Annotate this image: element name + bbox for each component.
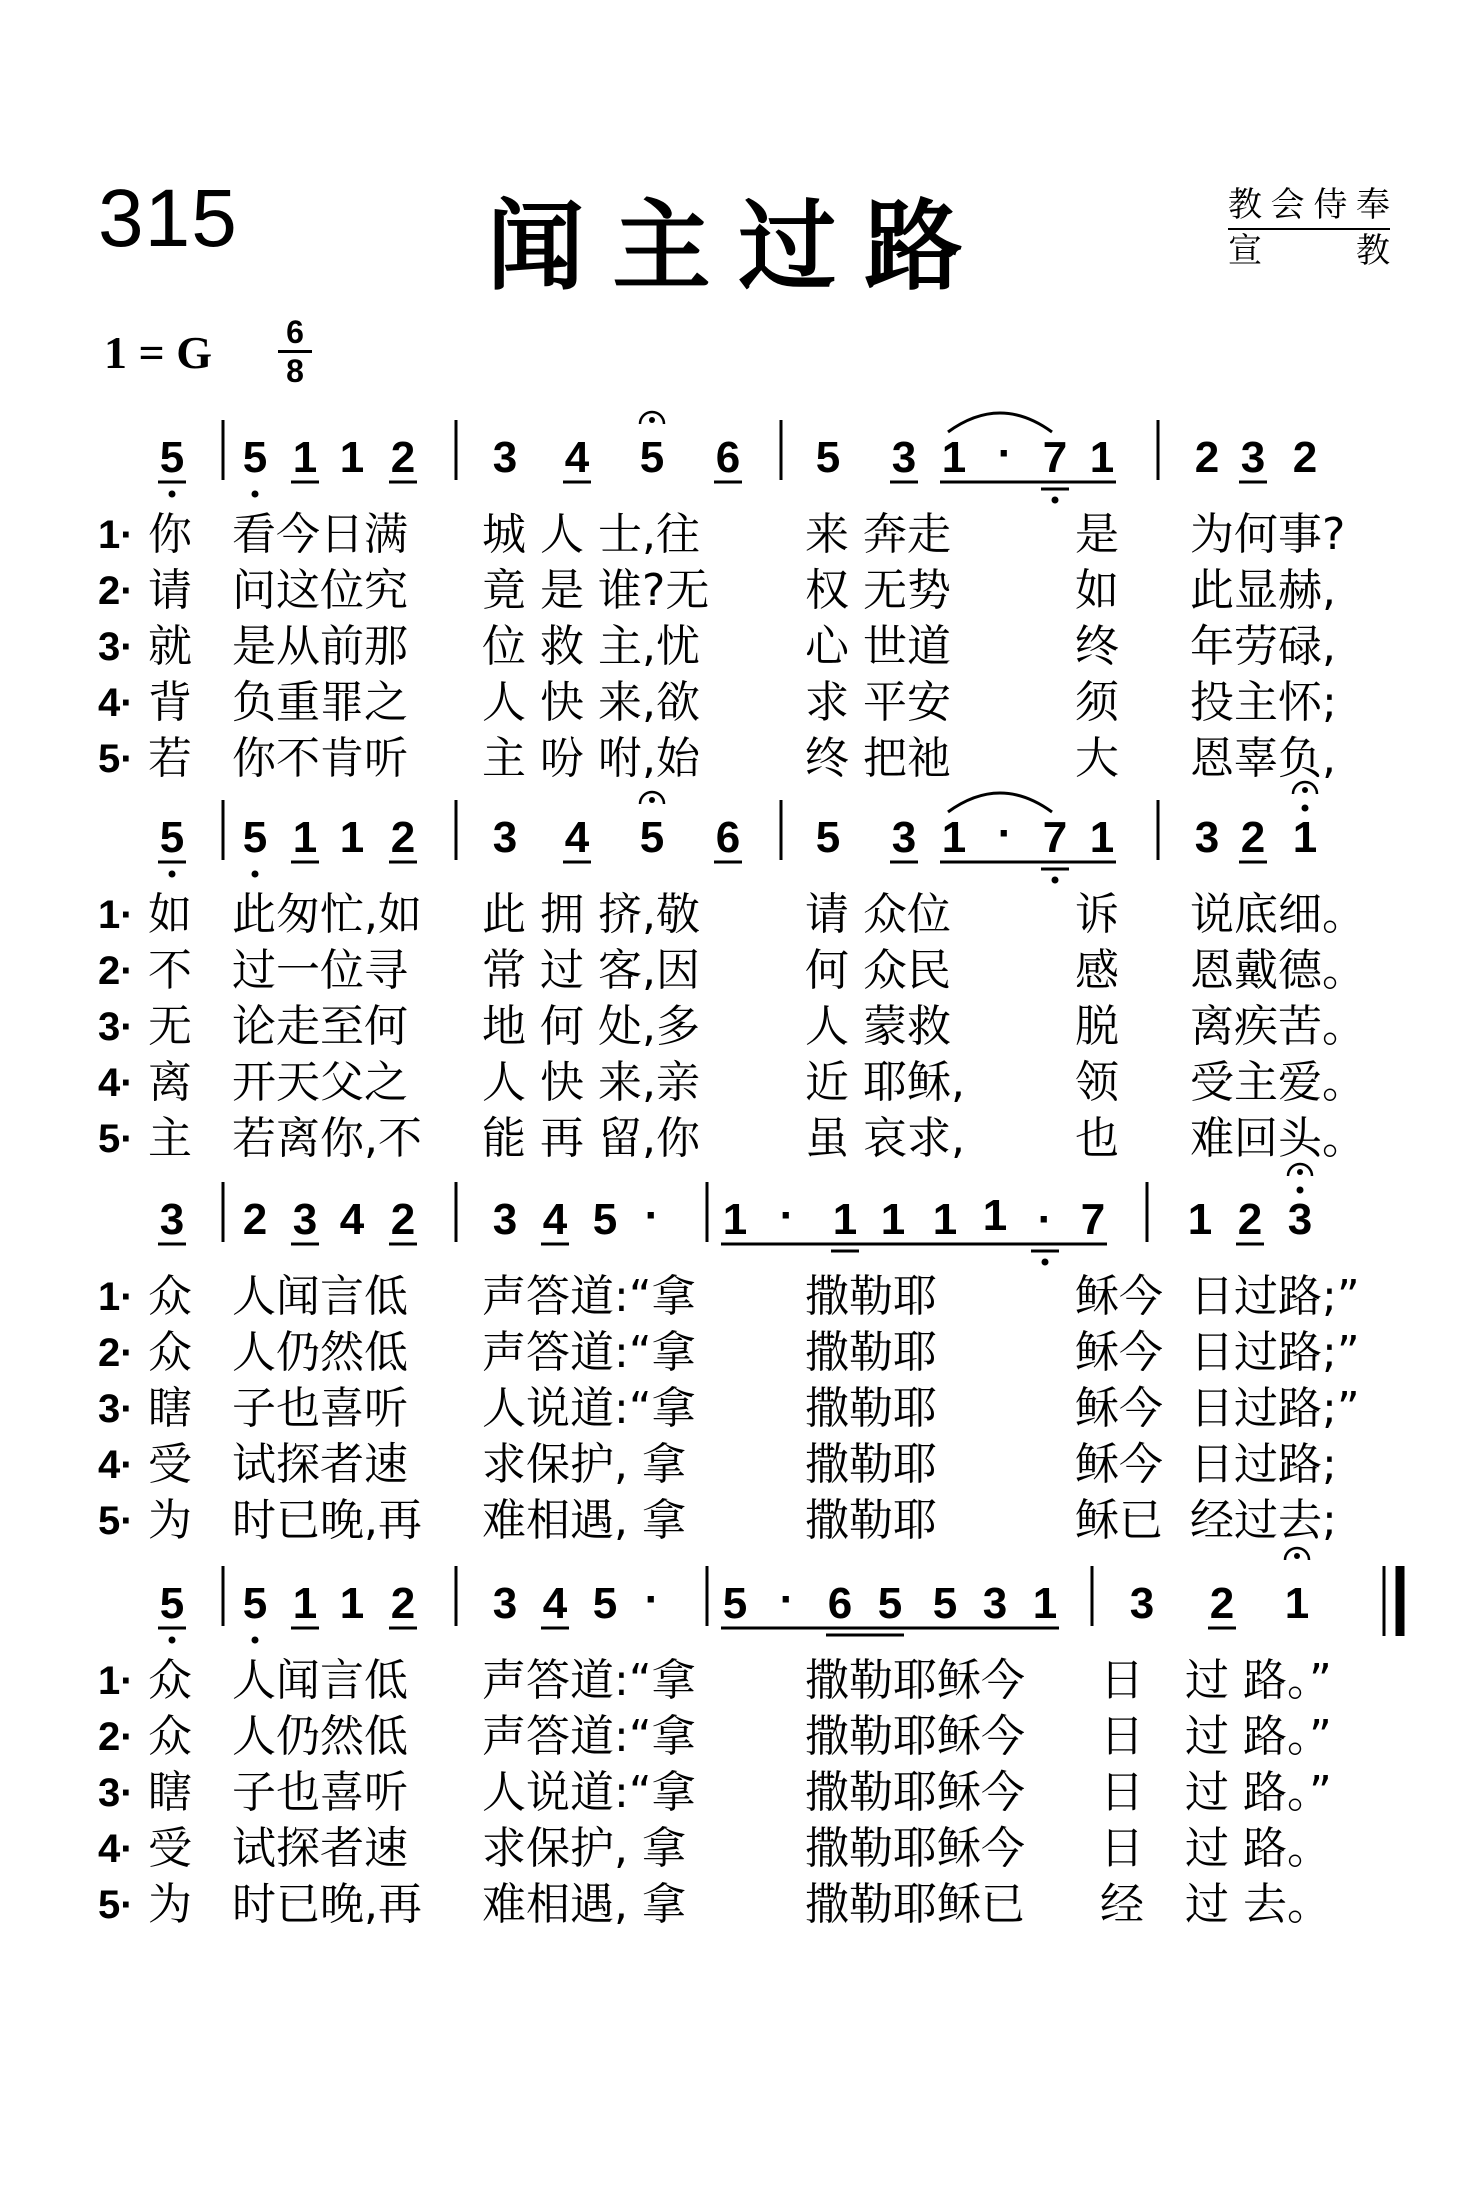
verse-number: 5·	[98, 737, 134, 781]
lyric-segment: 你	[148, 509, 192, 560]
note: 2	[390, 433, 416, 482]
lyric-segment: 声答道:“拿	[482, 1655, 696, 1706]
verse-number: 4·	[98, 1827, 134, 1871]
verse-number: 2·	[98, 1715, 134, 1759]
lyric-segment: 子也喜听	[232, 1383, 408, 1434]
lyric-segment: 不	[148, 945, 192, 996]
note: 4	[564, 433, 590, 482]
hymn-title: 闻主过路	[486, 190, 991, 304]
svg-text:3: 3	[159, 1195, 185, 1244]
lyric-segment: 诉	[1075, 889, 1119, 940]
svg-text:3: 3	[982, 1579, 1008, 1628]
lyric-segment: 日	[1100, 1767, 1144, 1818]
lyric-segment: 你不肯听	[232, 733, 408, 784]
svg-text:5: 5	[242, 1579, 268, 1628]
lyric-segment: 为	[148, 1495, 192, 1546]
svg-text:5: 5	[877, 1579, 903, 1628]
lyric-segment: 稣今	[1075, 1383, 1163, 1434]
svg-text:5: 5	[592, 1195, 618, 1244]
svg-text:3: 3	[292, 1195, 318, 1244]
note: 6	[715, 433, 741, 482]
time-signature-bottom: 8	[286, 353, 304, 389]
lyric-segment: 日过路;	[1190, 1439, 1337, 1490]
svg-text:5: 5	[592, 1579, 618, 1628]
lyric-segment: 恩辜负,	[1190, 733, 1336, 784]
lyric-segment: 撒勒耶	[805, 1495, 937, 1546]
verse-number: 2·	[98, 949, 134, 993]
lyric-segment: 撒勒耶稣今	[805, 1823, 1025, 1874]
lyric-segment: 人仍然低	[232, 1711, 408, 1762]
lyric-segment: 受	[148, 1439, 192, 1490]
lyric-segment: 稣今	[1075, 1327, 1163, 1378]
lyric-segment: 无	[148, 1001, 192, 1052]
lyric-segment: 试探者速	[232, 1823, 408, 1874]
lyric-segment: 难相遇, 拿	[482, 1879, 686, 1930]
lyric-segment: 难回头。	[1190, 1113, 1366, 1164]
svg-text:4: 4	[542, 1579, 568, 1628]
lyric-segment: 稣今	[1075, 1271, 1163, 1322]
verse-number: 4·	[98, 681, 134, 725]
lyric-segment: 受	[148, 1823, 192, 1874]
verse-number: 5·	[98, 1883, 134, 1927]
svg-text:2: 2	[390, 1579, 416, 1628]
lyric-segment: 过一位寻	[232, 945, 408, 996]
svg-text:1: 1	[1292, 813, 1318, 862]
svg-text:2: 2	[390, 813, 416, 862]
lyric-segment: 心 世道	[805, 621, 951, 672]
lyric-segment: 撒勒耶稣今	[805, 1767, 1025, 1818]
svg-text:5: 5	[242, 813, 268, 862]
lyric-segment: 看今日满	[232, 509, 408, 560]
lyric-segment: 稣今	[1075, 1439, 1163, 1490]
lyric-segment: 此匆忙,如	[232, 889, 422, 940]
lyric-segment: 主	[148, 1113, 192, 1164]
lyric-segment: 是	[1075, 509, 1119, 560]
lyric-segment: 投主怀;	[1190, 677, 1337, 728]
lyric-segment: 稣已	[1075, 1495, 1163, 1546]
lyric-segment: 撒勒耶	[805, 1383, 937, 1434]
svg-text:7: 7	[1080, 1195, 1106, 1244]
svg-text:3: 3	[1287, 1195, 1313, 1244]
svg-text:7: 7	[1042, 813, 1068, 862]
lyric-segment: 经过去;	[1190, 1495, 1337, 1546]
lyric-segment: 求 平安	[805, 677, 951, 728]
lyric-segment: 撒勒耶	[805, 1439, 937, 1490]
note: 7	[1042, 433, 1068, 482]
verse-number: 2·	[98, 1331, 134, 1375]
svg-text:·: ·	[644, 1575, 660, 1624]
verse-number: 1·	[98, 513, 134, 557]
svg-text:1: 1	[1032, 1579, 1058, 1628]
system-3-notes	[158, 1164, 1312, 1266]
lyric-segment: 撒勒耶稣今	[805, 1711, 1025, 1762]
verse-number: 4·	[98, 1061, 134, 1105]
svg-text:1: 1	[932, 1195, 958, 1244]
lyric-segment: 背	[148, 677, 192, 728]
lyric-segment: 试探者速	[232, 1439, 408, 1490]
lyric-segment: 过 路。”	[1185, 1711, 1332, 1762]
note: 2	[1194, 433, 1220, 482]
lyric-segment: 过 路。	[1185, 1823, 1331, 1874]
lyric-segment: 能 再 留,你	[482, 1113, 700, 1164]
lyric-segment: 若离你,不	[232, 1113, 422, 1164]
verse-number: 5·	[98, 1117, 134, 1161]
lyric-segment: 过 路。”	[1185, 1655, 1332, 1706]
lyric-segment: 日	[1100, 1823, 1144, 1874]
lyric-segment: 为何事?	[1190, 509, 1346, 560]
lyric-segment: 权 无势	[805, 565, 951, 616]
svg-text:5: 5	[932, 1579, 958, 1628]
lyric-segment: 子也喜听	[232, 1767, 408, 1818]
lyric-segment: 受主爱。	[1190, 1057, 1366, 1108]
svg-text:·: ·	[779, 1191, 795, 1240]
svg-text:2: 2	[1209, 1579, 1235, 1628]
category-line-1: 教会侍奉	[1228, 184, 1390, 230]
svg-text:1: 1	[339, 1579, 365, 1628]
system-2-notes	[158, 782, 1317, 884]
lyric-segment: 人 快 来,亲	[482, 1057, 700, 1108]
svg-text:6: 6	[715, 813, 741, 862]
svg-text:·: ·	[997, 809, 1013, 858]
lyric-segment: 终	[1075, 621, 1119, 672]
lyric-segment: 声答道:“拿	[482, 1327, 696, 1378]
lyric-segment: 感	[1075, 945, 1119, 996]
note: 5	[815, 433, 841, 482]
note: 3	[891, 433, 917, 482]
lyric-segment: 此显赫,	[1190, 565, 1336, 616]
lyric-segment: 论走至何	[232, 1001, 408, 1052]
lyric-segment: 人仍然低	[232, 1327, 408, 1378]
svg-text:1: 1	[292, 813, 318, 862]
note: 3	[1240, 433, 1266, 482]
lyric-segment: 经	[1100, 1879, 1144, 1930]
svg-text:5: 5	[639, 813, 665, 862]
note: 5	[159, 433, 185, 482]
svg-text:1: 1	[982, 1191, 1008, 1240]
svg-text:2: 2	[1240, 813, 1266, 862]
note: 1	[292, 433, 318, 482]
lyric-segment: 过 路。”	[1185, 1767, 1332, 1818]
lyric-segment: 众	[148, 1271, 192, 1322]
lyric-segment: 虽 哀求,	[805, 1113, 965, 1164]
lyric-segment: 日过路;”	[1190, 1383, 1360, 1434]
lyric-segment: 时已晚,再	[232, 1495, 422, 1546]
lyric-segment: 开天父之	[232, 1057, 408, 1108]
lyric-segment: 领	[1075, 1057, 1119, 1108]
lyric-segment: 撒勒耶稣已	[805, 1879, 1025, 1930]
lyric-segment: 求保护, 拿	[482, 1823, 686, 1874]
lyric-segment: 位 救 主,忧	[482, 621, 700, 672]
note: 3	[492, 433, 518, 482]
lyric-segment: 年劳碌,	[1190, 621, 1336, 672]
lyric-segment: 众	[148, 1327, 192, 1378]
lyric-segment: 为	[148, 1879, 192, 1930]
svg-text:3: 3	[1194, 813, 1220, 862]
lyric-segment: 日过路;”	[1190, 1271, 1360, 1322]
lyric-segment: 如	[148, 889, 192, 940]
lyric-segment: 声答道:“拿	[482, 1271, 696, 1322]
lyric-segment: 脱	[1075, 1001, 1119, 1052]
verse-number: 1·	[98, 893, 134, 937]
verse-number: 1·	[98, 1275, 134, 1319]
verse-number: 3·	[98, 1005, 134, 1049]
lyric-segment: 声答道:“拿	[482, 1711, 696, 1762]
lyric-segment: 请 众位	[805, 889, 951, 940]
lyric-segment: 众	[148, 1655, 192, 1706]
svg-text:1: 1	[832, 1195, 858, 1244]
svg-text:1: 1	[292, 1579, 318, 1628]
svg-text:5: 5	[722, 1579, 748, 1628]
lyric-segment: 城 人 士,往	[482, 509, 700, 560]
svg-text:·: ·	[1037, 1195, 1053, 1244]
lyric-segment: 人 蒙救	[805, 1001, 951, 1052]
lyric-segment: 近 耶稣,	[805, 1057, 965, 1108]
lyric-segment: 人闻言低	[232, 1271, 408, 1322]
system-4-notes	[158, 1548, 1400, 1644]
svg-text:2: 2	[390, 1195, 416, 1244]
svg-text:1: 1	[880, 1195, 906, 1244]
svg-text:3: 3	[1129, 1579, 1155, 1628]
time-signature-top: 6	[278, 314, 312, 353]
lyric-segment: 竟 是 谁?无	[482, 565, 710, 616]
lyric-segment: 瞎	[148, 1767, 192, 1818]
key-signature: 1 = G	[104, 327, 212, 378]
lyric-segment: 须	[1075, 677, 1119, 728]
svg-text:5: 5	[815, 813, 841, 862]
note: 1	[339, 433, 365, 482]
svg-text:5: 5	[159, 813, 185, 862]
verse-number: 3·	[98, 625, 134, 669]
lyric-segment: 负重罪之	[232, 677, 408, 728]
lyric-segment: 说底细。	[1190, 889, 1366, 940]
lyric-segment: 请	[148, 565, 192, 616]
lyric-segment: 也	[1075, 1113, 1119, 1164]
svg-text:2: 2	[1237, 1195, 1263, 1244]
verse-number: 3·	[98, 1387, 134, 1431]
lyric-segment: 难相遇, 拿	[482, 1495, 686, 1546]
verse-number: 4·	[98, 1443, 134, 1487]
lyric-segment: 来 奔走	[805, 509, 951, 560]
svg-text:1: 1	[722, 1195, 748, 1244]
svg-text:6: 6	[827, 1579, 853, 1628]
lyric-segment: 大	[1075, 733, 1119, 784]
lyric-segment: 若	[148, 733, 192, 784]
lyric-segment: 日	[1100, 1655, 1144, 1706]
lyric-segment: 终 把祂	[805, 733, 951, 784]
lyric-segment: 是从前那	[232, 621, 408, 672]
lyric-segment: 常 过 客,因	[482, 945, 700, 996]
svg-text:1: 1	[941, 813, 967, 862]
lyric-segment: 离	[148, 1057, 192, 1108]
svg-text:2: 2	[242, 1195, 268, 1244]
svg-text:4: 4	[339, 1195, 365, 1244]
svg-text:3: 3	[891, 813, 917, 862]
lyric-segment: 就	[148, 621, 192, 672]
svg-text:4: 4	[542, 1195, 568, 1244]
note: 2	[1292, 433, 1318, 482]
note: 1	[1089, 433, 1115, 482]
svg-text:1: 1	[339, 813, 365, 862]
lyric-segment: 瞎	[148, 1383, 192, 1434]
verse-number: 3·	[98, 1771, 134, 1815]
dot: ·	[997, 429, 1013, 478]
lyric-segment: 求保护, 拿	[482, 1439, 686, 1490]
lyric-segment: 问这位究	[232, 565, 408, 616]
svg-text:1: 1	[1089, 813, 1115, 862]
verse-number: 2·	[98, 569, 134, 613]
lyric-segment: 何 众民	[805, 945, 951, 996]
lyric-segment: 人说道:“拿	[482, 1767, 696, 1818]
svg-text:·: ·	[779, 1575, 795, 1624]
lyric-segment: 恩戴德。	[1190, 945, 1366, 996]
lyric-segment: 人 快 来,欲	[482, 677, 700, 728]
note: 5	[639, 433, 665, 482]
lyric-segment: 地 何 处,多	[482, 1001, 700, 1052]
verse-number: 1·	[98, 1659, 134, 1703]
lyric-segment: 撒勒耶	[805, 1327, 937, 1378]
lyric-segment: 众	[148, 1711, 192, 1762]
lyric-segment: 人闻言低	[232, 1655, 408, 1706]
lyric-segment: 撒勒耶	[805, 1271, 937, 1322]
lyric-segment: 人说道:“拿	[482, 1383, 696, 1434]
svg-text:5: 5	[159, 1579, 185, 1628]
note: 1	[941, 433, 967, 482]
svg-text:·: ·	[644, 1191, 660, 1240]
svg-text:3: 3	[492, 813, 518, 862]
system-1-notes	[158, 412, 1317, 504]
lyric-segment: 撒勒耶稣今	[805, 1655, 1025, 1706]
svg-text:3: 3	[492, 1195, 518, 1244]
svg-text:1: 1	[1284, 1579, 1310, 1628]
lyric-segment: 时已晚,再	[232, 1879, 422, 1930]
svg-text:1: 1	[1187, 1195, 1213, 1244]
note: 5	[242, 433, 268, 482]
svg-text:3: 3	[492, 1579, 518, 1628]
lyric-segment: 主 吩 咐,始	[482, 733, 700, 784]
lyric-segment: 日过路;”	[1190, 1327, 1360, 1378]
lyric-segment: 日	[1100, 1711, 1144, 1762]
lyric-segment: 过 去。	[1185, 1879, 1331, 1930]
lyric-segment: 此 拥 挤,敬	[482, 889, 700, 940]
lyric-segment: 离疾苦。	[1190, 1001, 1366, 1052]
hymn-number: 315	[98, 173, 238, 264]
category-line-2: 宣教	[1228, 231, 1390, 271]
svg-text:4: 4	[564, 813, 590, 862]
lyric-segment: 如	[1075, 565, 1119, 616]
verse-number: 5·	[98, 1499, 134, 1543]
